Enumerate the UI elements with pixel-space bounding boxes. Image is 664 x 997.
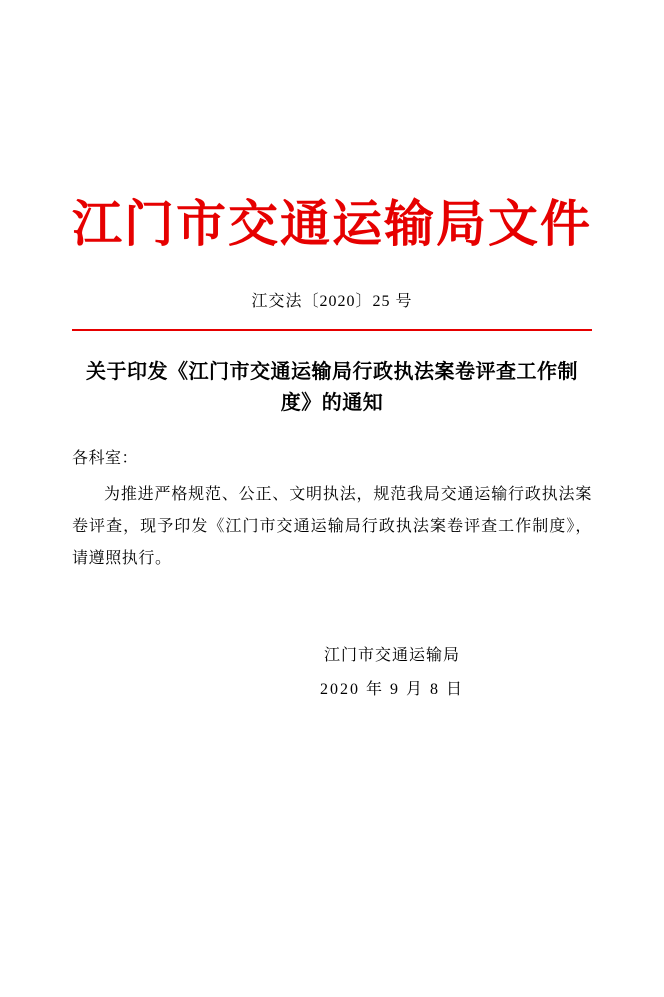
issuing-authority: 江门市交通运输局 — [323, 647, 460, 665]
document-page — [0, 196, 664, 997]
body-paragraph: 为推进严格规范、公正、文明执法，规范我局交通运输行政执法案卷评查，现予印发《江门市交通运输局行政执法案卷评查工作制度》，请遵照执行。 — [72, 486, 592, 568]
issue-date: 2020 年 9 月 8 日 — [319, 680, 464, 698]
document-subject-heading: 关于印发《江门市交通运输局行政执法案卷评查工作制度》的通知 — [86, 360, 578, 414]
salutation: 各科室： — [72, 449, 139, 467]
document-number: 江交法〔2020〕25 号 — [251, 292, 413, 310]
red-divider-rule — [72, 329, 592, 331]
document-title: 江门市交通运输局文件 — [72, 196, 592, 252]
signature-block — [72, 639, 592, 706]
